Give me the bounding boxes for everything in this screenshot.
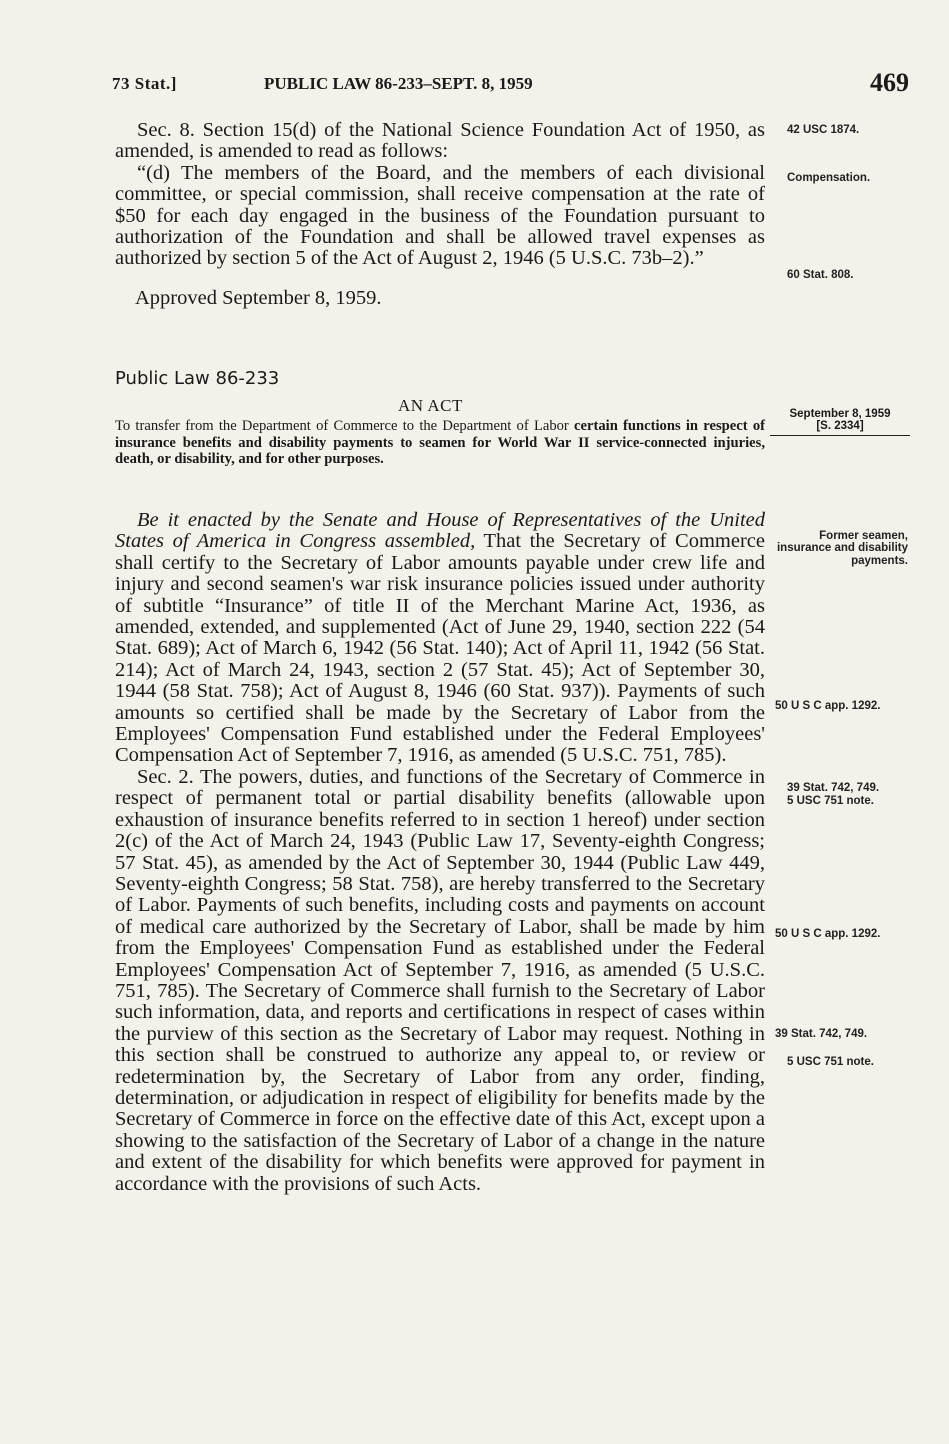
running-head (112, 68, 909, 104)
volume-reference: 73 Stat.] (112, 74, 177, 93)
bill-number: [S. 2334] (816, 420, 864, 433)
section-2: Sec. 2. The powers, duties, and functions of the Secretary of Commerce in respect of permanent total or partial disability benefits (allowable upon exhaustion of insurance benefits referred to in section 1 hereof) under section 2(c) of the Act of March 24, 1943 (Public Law 17, Seventy-eighth Congress; 57 Stat. 45), as amended by the Act of September 30, 1944 (Public Law 449, Seventy-eighth Congress; 58 Stat. 758), are hereby transferred to the Secretary of Labor. Payments of such benefits, including costs and payments on account of medical care authorized by the Secretary of Labor, shall be made by him from the Employees' Compensation Fund as established under the Federal Employees' Compensation Act of September 7, 1916, as amended (5 U.S.C. 751, 785). The Secretary of Commerce shall furnish to the Secretary of Labor such information, data, and reports and certifications in respect of cases within the purview of this section as the Secretary of Labor may request. Nothing in this section shall be construed to authorize any appeal to, or review or redetermination by, the Secretary of Labor from any order, finding, determination, or adjudication in respect of eligibility for benefits made by the Secretary of Commerce in force on the effective date of this Act, except upon a showing to the satisfaction of the Secretary of Labor of a change in the nature and extent of the disability for which benefits were approved for payment in accordance with the provisions of such Acts. (115, 765, 765, 1195)
law-heading: PUBLIC LAW 86-233–SEPT. 8, 1959 (264, 74, 533, 93)
page-number: 469 (870, 68, 909, 97)
enacting-clause: Be it enacted by the Senate and House of Representatives of the United States of America in Congress assembled, (115, 509, 765, 553)
bleed-through (560, 300, 566, 326)
act-purpose-first: To transfer from the Department of Commerce to the Department of Labor (115, 418, 569, 434)
margin-note-usc-app-2: 50 U S C app. 1292. (775, 928, 881, 940)
margin-note-usc-1874: 42 USC 1874. (787, 124, 860, 136)
date-rule (770, 435, 910, 436)
margin-note-compensation: Compensation. (787, 172, 871, 184)
margin-note-60-stat: 60 Stat. 808. (787, 269, 854, 281)
act-purpose-rest: certain functions in respect of insurance benefits and disability payments to seamen for World War II service-connected injuries, death, or disability, and for other purposes. (115, 418, 765, 468)
margin-note-5-usc-b: 5 USC 751 note. (787, 1056, 874, 1068)
margin-note-5-usc-a: 5 USC 751 note. (787, 795, 874, 807)
section-8 (115, 120, 765, 270)
an-act-heading: AN ACT (398, 396, 463, 415)
section-8-intro: Sec. 8. Section 15(d) of the National Science Foundation Act of 1950, as amended, is amended to read as follows: (115, 119, 765, 163)
margin-note-former-seamen: Former seamen, insurance and disability payments. (776, 530, 908, 567)
margin-note-usc-app-1: 50 U S C app. 1292. (775, 700, 881, 712)
section-1-text: That the Secretary of Commerce shall certify to the Secretary of Labor amounts payable under crew life and injury and second seamen's war risk insurance policies issued under authority of subtitle “Insurance” of title II of the Merchant Marine Act, 1936, as amended, extended, and supplemented (Act of June 29, 1940, section 222 (54 Stat. 689); Act of March 6, 1942 (56 Stat. 140); Act of April 11, 1942 (56 Stat. 214); Act of March 24, 1943, section 2 (57 Stat. 45); Act of September 30, 1944 (58 Stat. 758); Act of August 8, 1946 (60 Stat. 937)). Payments of such amounts so certified shall be made by the Secretary of Labor from the Employees' Compensation Fund established under the Federal Employees' Compensation Act of September 7, 1916, as amended (5 U.S.C. 751, 785). (115, 530, 765, 767)
act-date-note (770, 408, 910, 436)
act-body (115, 510, 765, 1195)
margin-note-39-stat-a: 39 Stat. 742, 749. (787, 782, 880, 794)
section-1 (115, 510, 765, 767)
section-8-text: “(d) The members of the Board, and the members of each divisional committee, or special commission, shall receive compensation at the rate of $50 for each day engaged in the business of the Foundation pursuant to authorization of the Foundation and shall be allowed travel expenses as authorized by section 5 of the Act of August 2, 1946 (5 U.S.C. 73b–2).” (115, 161, 765, 270)
approval-date: Approved September 8, 1959. (135, 287, 382, 309)
act-purpose (115, 418, 765, 468)
margin-note-39-stat-b: 39 Stat. 742, 749. (775, 1028, 868, 1040)
act-date: September 8, 1959 (789, 408, 891, 420)
public-law-title: Public Law 86-233 (115, 368, 280, 389)
